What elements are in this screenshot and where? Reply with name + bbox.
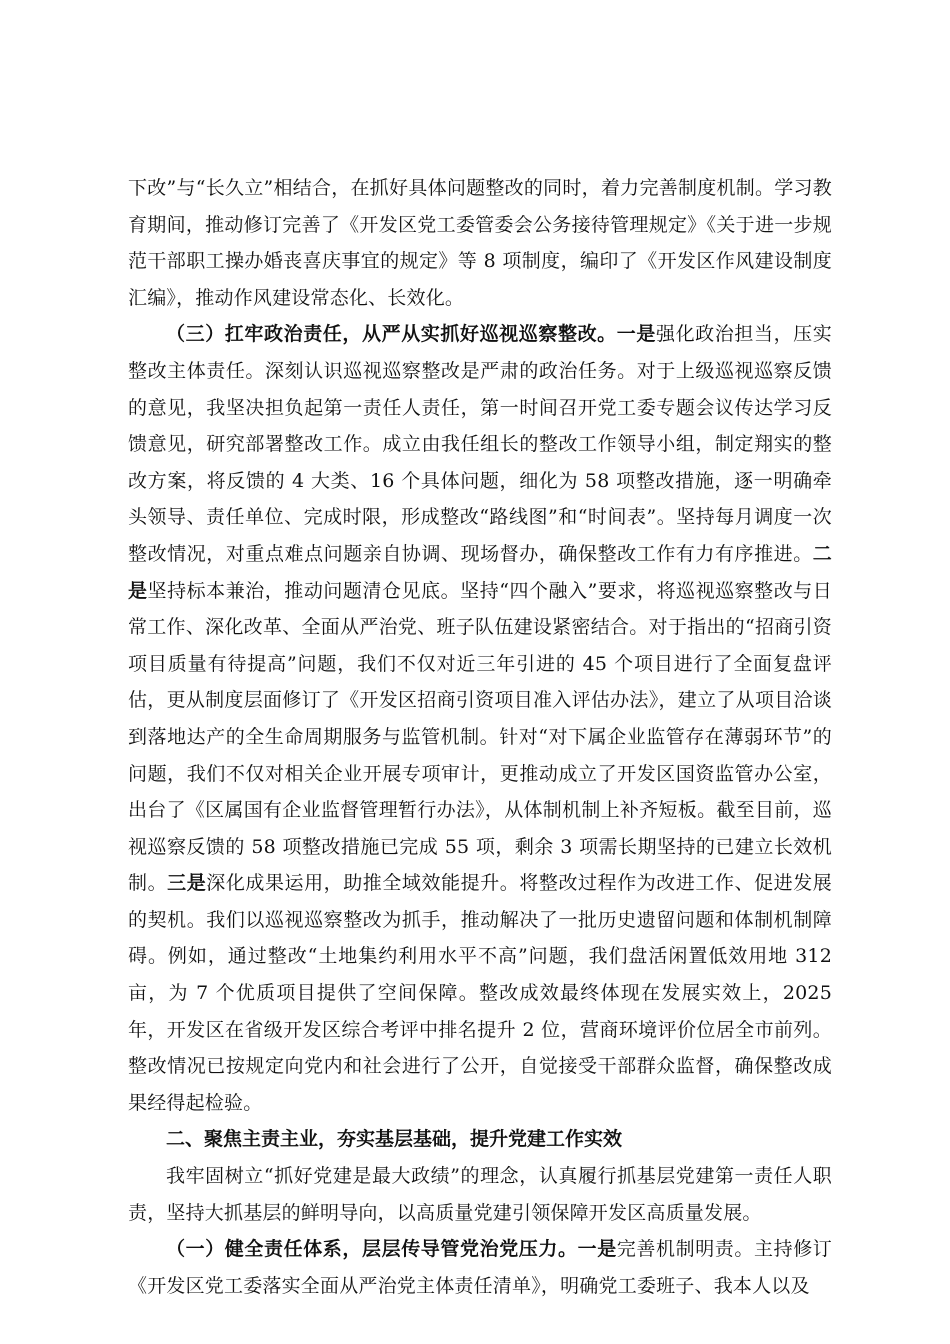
section-3-heading: （三）扛牢政治责任，从严从实抓好巡视巡察整改。一是 bbox=[166, 323, 656, 346]
paragraph-4-text: 完善机制明责。主持修订《开发区党工委落实全面从严治党主体责任清单》，明确党工委班子、我本人以及 bbox=[128, 1238, 832, 1297]
paragraph-2-part-3: 深化成果运用，助推全域效能提升。将整改过程作为改进工作、促进发展的契机。我们以巡视巡察整改为抓手，推动解决了一批历史遗留问题和体制机制障碍。例如，通过整改“土地集约利用水平不高”问题，我们盘活闲置低效用地 312 亩，为 7 个优质项目提供了空间保障。整改成效最终体现在发展实效上，2025 年，开发区在省级开发区综合考评中排名提升 2 位，营商环境评价位居全市前列。整改情况已按规定向党内和社会进行了公开，自觉接受干部群众监督，确保整改成果经得起检验。 bbox=[128, 872, 833, 1114]
section-heading-2: 二、聚焦主责主业，夯实基层基础，提升党建工作实效 bbox=[166, 1128, 623, 1151]
point-2-label: 二是 bbox=[128, 542, 832, 602]
paragraph-2-part-2: 坚持标本兼治，推动问题清仓见底。坚持“四个融入”要求，将巡视巡察整改与日常工作、深化改革、全面从严治党、班子队伍建设紧密结合。对于指出的“招商引资项目质量有待提高”问题，我们不仅对近三年引进的 45 个项目进行了全面复盘评估，更从制度层面修订了《开发区招商引资项目准入评估办法》，建立了从项目洽谈到落地达产的全生命周期服务与监管机制。针对“对下属企业监管存在薄弱环节”的问题，我们不仅对相关企业开展专项审计，更推动成立了开发区国资监管办公室，出台了《区属国有企业监督管理暂行办法》，从体制机制上补齐短板。截至目前，巡视巡察反馈的 58 项整改措施已完成 55 项，剩余 3 项需长期坚持的已建立长效机制。 bbox=[128, 579, 832, 895]
paragraph-2-part-1: 强化政治担当，压实整改主体责任。深刻认识巡视巡察整改是严肃的政治任务。对于上级巡视巡察反馈的意见，我坚决担负起第一责任人责任，第一时间召开党工委专题会议传达学习反馈意见，研究部署整改工作。成立由我任组长的整改工作领导小组，制定翔实的整改方案，将反馈的 4 大类、16 个具体问题，细化为 58 项整改措施，逐一明确牵头领导、责任单位、完成时限，形成整改“路线图”和“时间表”。坚持每月调度一次整改情况，对重点难点问题亲自协调、现场督办，确保整改工作有力有序推进。 bbox=[128, 323, 832, 565]
paragraph-4 bbox=[128, 1231, 832, 1304]
subsection-1-heading: （一）健全责任体系，层层传导管党治党压力。一是 bbox=[166, 1238, 617, 1261]
document-page bbox=[128, 170, 832, 1304]
paragraph-3: 我牢固树立“抓好党建是最大政绩”的理念，认真履行抓基层党建第一责任人职责，坚持大抓基层的鲜明导向，以高质量党建引领保障开发区高质量发展。 bbox=[128, 1165, 832, 1224]
paragraph-2 bbox=[128, 316, 832, 1121]
point-3-label: 三是 bbox=[167, 872, 207, 895]
paragraph-1: 下改”与“长久立”相结合，在抓好具体问题整改的同时，着力完善制度机制。学习教育期间，推动修订完善了《开发区党工委管委会公务接待管理规定》《关于进一步规范干部职工操办婚丧喜庆事宜的规定》等 8 项制度，编印了《开发区作风建设制度汇编》，推动作风建设常态化、长效化。 bbox=[128, 177, 832, 309]
